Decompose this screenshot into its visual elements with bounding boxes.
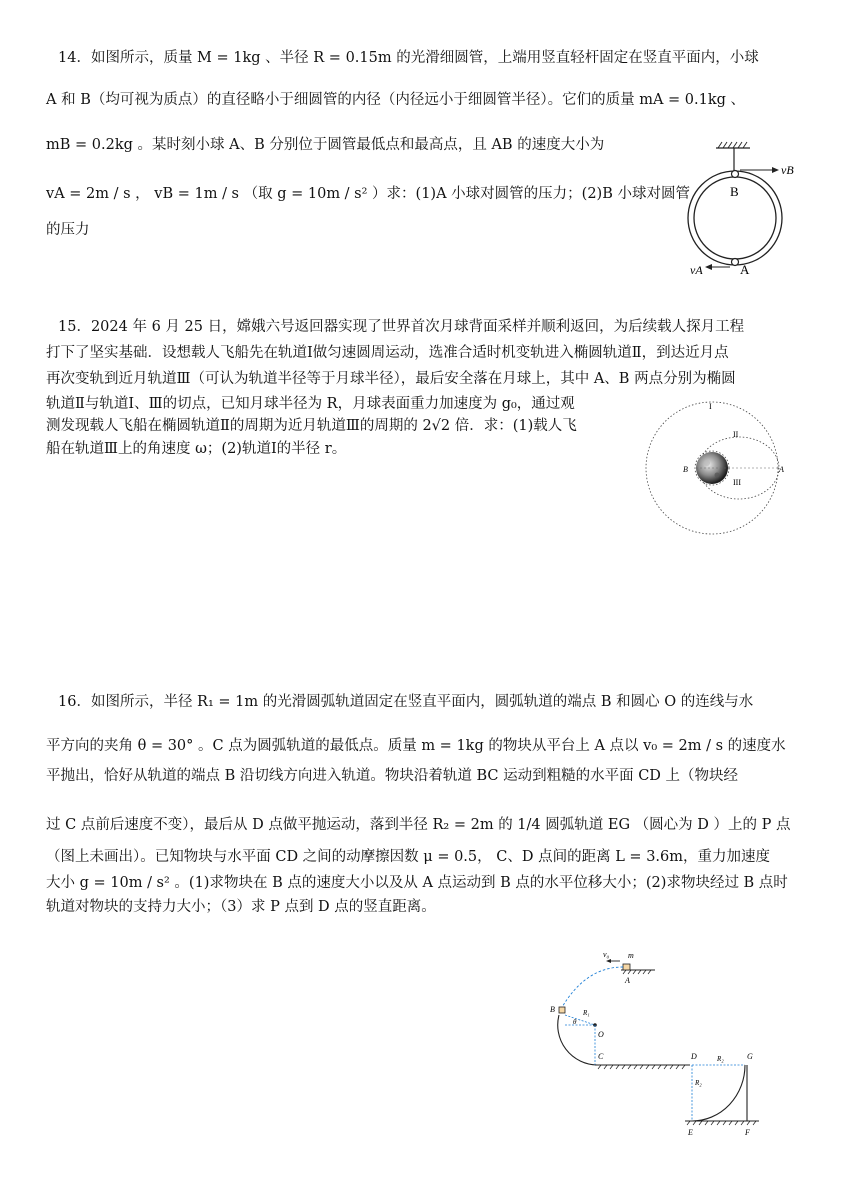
q16-line-5: （图上未画出）。已知物块与水平面 CD 之间的动摩擦因数 μ = 0.5， C、D 点间的距离 L = 3.6m，重力加速度 <box>46 849 770 865</box>
q16-label-v0: v₀ <box>603 950 610 959</box>
q16-label-R1: R₁ <box>583 1009 590 1017</box>
q16-label-O: O <box>598 1030 604 1039</box>
q14-label-vA: vA <box>690 263 703 277</box>
q16-label-m: m <box>628 951 634 960</box>
q14-label-A: A <box>740 262 750 277</box>
q16-line-1: 16．如图所示，半径 R₁ = 1m 的光滑圆弧轨道固定在竖直平面内，圆弧轨道的端点 B 和圆心 O 的连线与水 <box>58 694 754 710</box>
q16-label-A: A <box>625 976 630 985</box>
q15-line-3: 再次变轨到近月轨道Ⅲ（可认为轨道半径等于月球半径），最后安全落在月球上，其中 A、B 两点分别为椭圆 <box>46 371 736 387</box>
q14-label-vB: vB <box>781 163 794 177</box>
q14-line-4: vA = 2m / s ， vB = 1m / s （取 g = 10m / s² ）求：(1)A 小球对圆管的压力；(2)B 小球对圆管 <box>46 186 690 202</box>
q16-line-4: 过 C 点前后速度不变），最后从 D 点做平抛运动，落到半径 R₂ = 2m 的 1/4 圆弧轨道 EG （圆心为 D ）上的 P 点 <box>46 817 791 833</box>
block-icon <box>623 964 630 970</box>
q14-line-3: mB = 0.2kg 。某时刻小球 A、B 分别位于圆管最低点和最高点，且 AB 的速度大小为 <box>46 137 605 153</box>
q14-line-1: 14．如图所示，质量 M = 1kg 、半径 R = 0.15m 的光滑细圆管，上端用竖直轻杆固定在竖直平面内，小球 <box>58 50 759 66</box>
q14-label-B: B <box>730 184 739 199</box>
q16-line-7: 轨道对物块的支持力大小；（3）求 P 点到 D 点的竖直距离。 <box>46 899 436 915</box>
q16-label-E: E <box>688 1128 693 1137</box>
q16-label-theta: θ <box>573 1018 577 1026</box>
q16-label-B: B <box>550 1005 555 1014</box>
q16-label-R2-top: R₂ <box>717 1055 724 1063</box>
q15-line-5: 测发现载人飞船在椭圆轨道Ⅱ的周期为近月轨道Ⅲ的周期的 2√2 倍．求：(1)载人飞 <box>46 418 577 434</box>
q15-label-B: B <box>683 465 688 474</box>
q16-label-R2-side: R₂ <box>695 1079 702 1087</box>
q16-label-F: F <box>745 1128 750 1137</box>
q14-line-5: 的压力 <box>46 222 90 238</box>
q14-tube-figure <box>680 140 800 285</box>
q15-line-1: 15．2024 年 6 月 25 日，嫦娥六号返回器实现了世界首次月球背面采样并顺利返回，为后续载人探月工程 <box>58 319 745 335</box>
q16-label-D: D <box>691 1052 697 1061</box>
q15-label-III: III <box>733 478 741 487</box>
q15-label-II: II <box>733 430 739 439</box>
q14-line-2: A 和 B（均可视为质点）的直径略小于细圆管的内径（内径远小于细圆管半径）。它们的质量 mA = 0.1kg 、 <box>46 92 746 108</box>
q15-line-6: 船在轨道Ⅲ上的角速度 ω；(2)轨道Ⅰ的半径 r。 <box>46 441 347 457</box>
q16-track-figure <box>535 945 775 1150</box>
q16-label-C: C <box>598 1052 604 1061</box>
q16-line-2: 平方向的夹角 θ = 30° 。C 点为圆弧轨道的最低点。质量 m = 1kg 的物块从平台上 A 点以 v₀ = 2m / s 的速度水 <box>46 738 786 754</box>
q15-orbit-figure <box>645 395 815 540</box>
q15-label-I: I <box>709 402 712 411</box>
q15-line-2: 打下了坚实基础．设想载人飞船先在轨道Ⅰ做匀速圆周运动，选准合适时机变轨进入椭圆轨道Ⅱ，到达近月点 <box>46 345 729 361</box>
q16-line-6: 大小 g = 10m / s² 。(1)求物块在 B 点的速度大小以及从 A 点运动到 B 点的水平位移大小；(2)求物块经过 B 点时 <box>46 875 788 891</box>
q15-label-A: A <box>779 465 784 474</box>
q15-line-4: 轨道Ⅱ与轨道Ⅰ、Ⅲ的切点，已知月球半径为 R，月球表面重力加速度为 g₀，通过观 <box>46 396 575 412</box>
q16-line-3: 平抛出，恰好从轨道的端点 B 沿切线方向进入轨道。物块沿着轨道 BC 运动到粗糙的水平面 CD 上（物块经 <box>46 768 739 784</box>
q16-label-G: G <box>747 1052 753 1061</box>
